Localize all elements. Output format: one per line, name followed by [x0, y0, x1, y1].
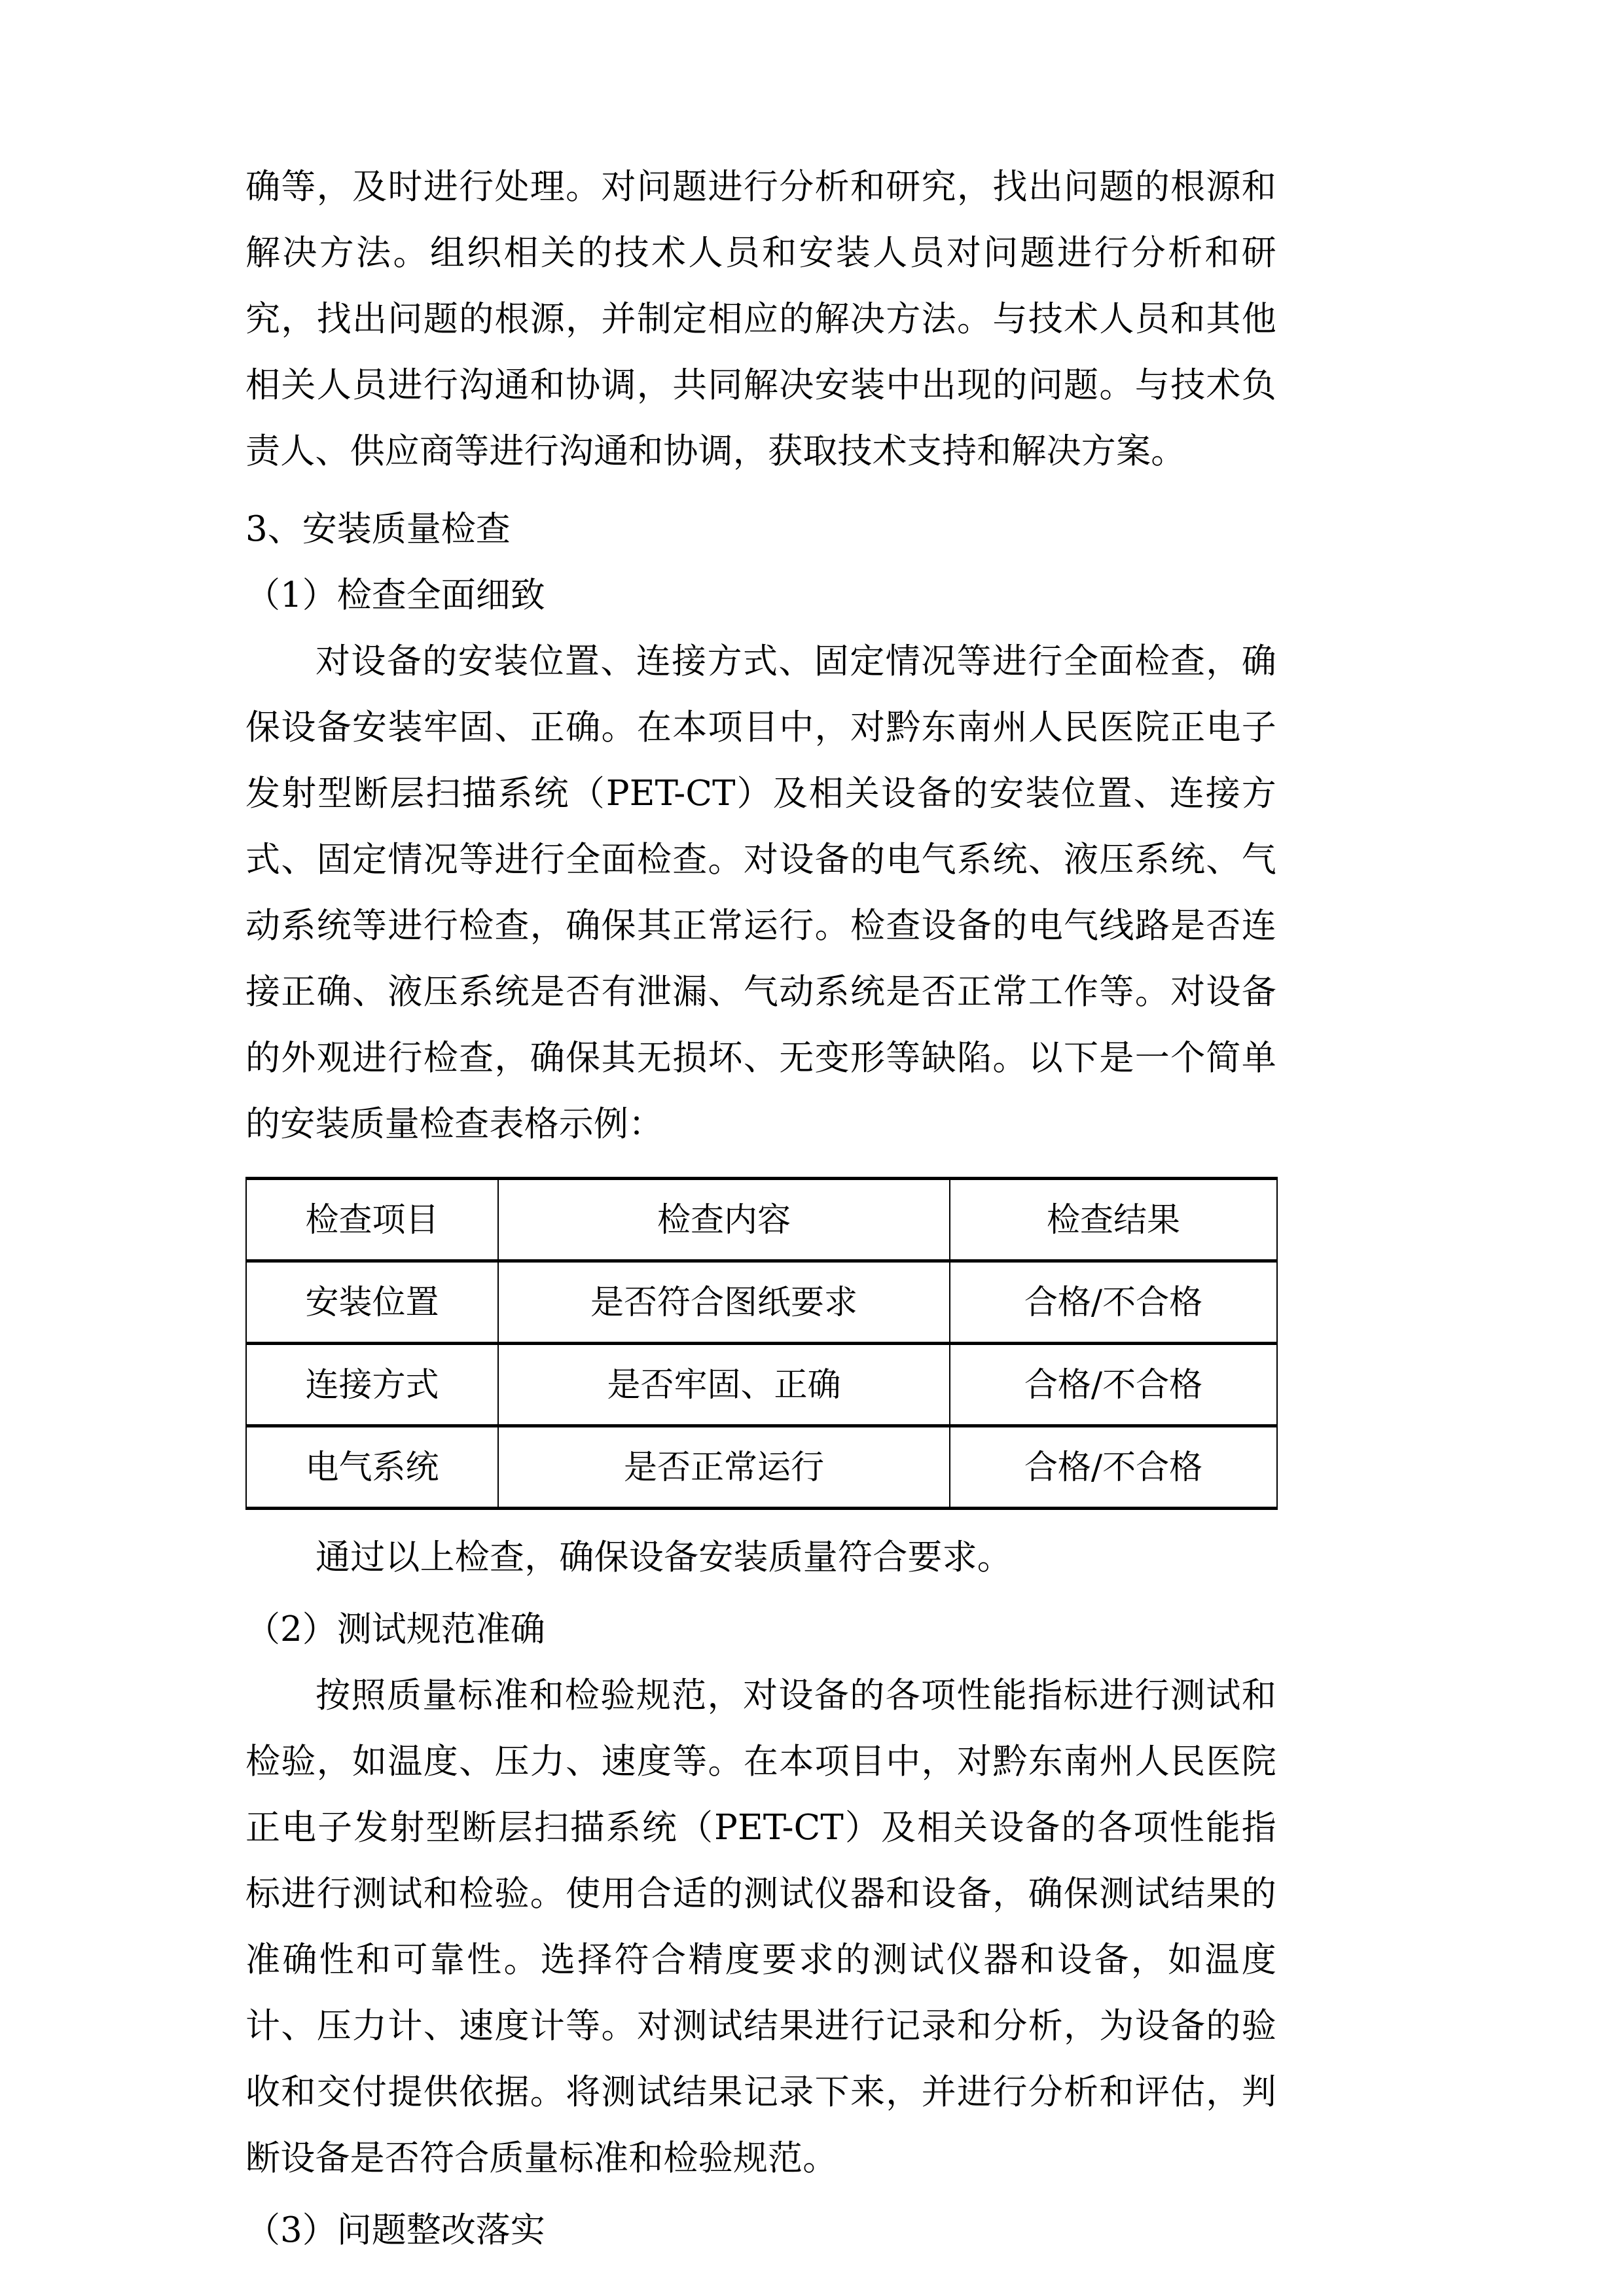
spacer [245, 484, 1276, 496]
paragraph-test-standard: 按照质量标准和检验规范，对设备的各项性能指标进行测试和检验，如温度、压力、速度等。在本项目中，对黔东南州人民医院正电子发射型断层扫描系统（PET-CT）及相关设备的各项性能指标进行测试和检验。使用合适的测试仪器和设备，确保测试结果的准确性和可靠性。选择符合精度要求的测试仪器和设备，如温度计、压力计、速度计等。对测试结果进行记录和分析，为设备的验收和交付提供依据。将测试结果记录下来，并进行分析和评估，判断设备是否符合质量标准和检验规范。 [245, 1676, 1276, 2178]
table-header-cell-result: 检查结果 [950, 1179, 1277, 1261]
table-header-row [246, 1179, 1277, 1261]
spacer [245, 2191, 1276, 2197]
table-cell-item: 安装位置 [246, 1261, 498, 1344]
table-cell-result: 合格/不合格 [950, 1426, 1277, 1509]
table-cell-content: 是否符合图纸要求 [498, 1261, 950, 1344]
table-row [246, 1344, 1277, 1426]
paragraph-check-comprehensive: 对设备的安装位置、连接方式、固定情况等进行全面检查，确保设备安装牢固、正确。在本项目中，对黔东南州人民医院正电子发射型断层扫描系统（PET-CT）及相关设备的安装位置、连接方式、固定情况等进行全面检查。对设备的电气系统、液压系统、气动系统等进行检查，确保其正常运行。检查设备的电气线路是否连接正确、液压系统是否有泄漏、气动系统是否正常工作等。对设备的外观进行检查，确保其无损坏、无变形等缺陷。以下是一个简单的安装质量检查表格示例： [245, 641, 1276, 1144]
subheading-problem-rectification: （3）问题整改落实 [245, 2210, 545, 2250]
table-cell-result: 合格/不合格 [950, 1344, 1277, 1426]
table-cell-item: 电气系统 [246, 1426, 498, 1509]
table-cell-content: 是否牢固、正确 [498, 1344, 950, 1426]
table-row [246, 1261, 1277, 1344]
table-cell-result: 合格/不合格 [950, 1261, 1277, 1344]
page-content [245, 154, 1276, 2263]
table-header-cell-item: 检查项目 [246, 1179, 498, 1261]
subheading-check-comprehensive: （1）检查全面细致 [245, 575, 545, 615]
paragraph-after-table: 通过以上检查，确保设备安装质量符合要求。 [316, 1537, 1012, 1577]
table-cell-item: 连接方式 [246, 1344, 498, 1426]
spacer [245, 1590, 1276, 1596]
table-container [245, 1177, 1276, 1510]
table-cell-content: 是否正常运行 [498, 1426, 950, 1509]
subheading-test-standard: （2）测试规范准确 [245, 1609, 545, 1649]
table-header-cell-content: 检查内容 [498, 1179, 950, 1261]
section-heading-3: 3、安装质量检查 [245, 509, 511, 549]
intro-paragraph: 确等，及时进行处理。对问题进行分析和研究，找出问题的根源和解决方法。组织相关的技术人员和安装人员对问题进行分析和研究，找出问题的根源，并制定相应的解决方法。与技术人员和其他相关人员进行沟通和协调，共同解决安装中出现的问题。与技术负责人、供应商等进行沟通和协调，获取技术支持和解决方案。 [245, 167, 1276, 471]
table-row [246, 1426, 1277, 1509]
installation-quality-check-table [245, 1177, 1278, 1510]
